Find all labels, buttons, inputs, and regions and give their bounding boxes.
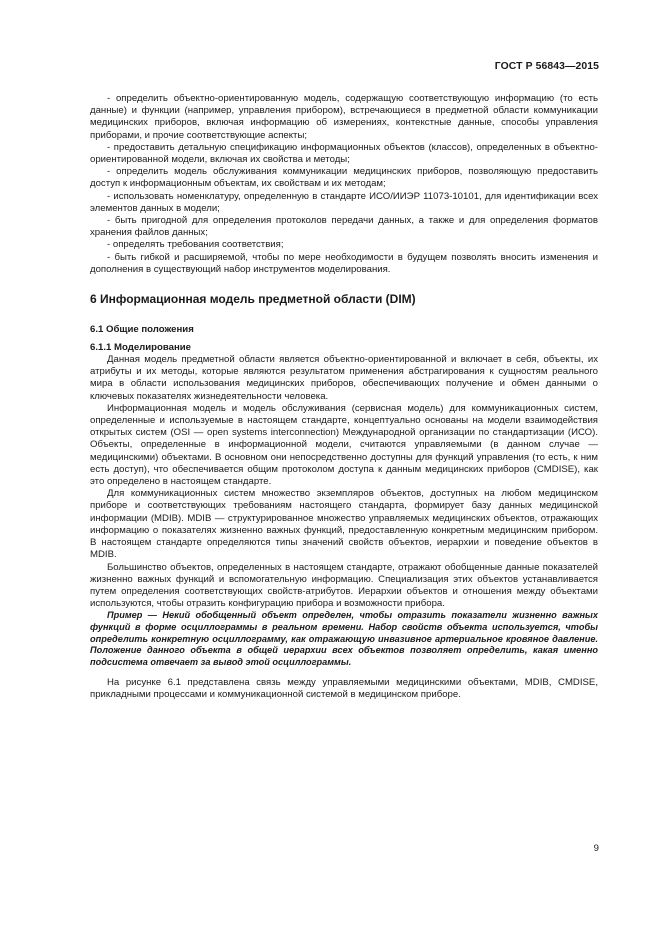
page-header: ГОСТ Р 56843—2015 bbox=[494, 61, 599, 72]
page-number: 9 bbox=[593, 843, 599, 854]
subsection-heading: 6.1 Общие положения bbox=[90, 324, 194, 336]
example-note: Пример — Некий обобщенный объект определен, чтобы отразить показатели жизненно важных функций в форме осциллограммы в реальном времени. Набор свойств объекта используется, чтобы определить конкретную осциллограмму, как отражающую инвазивное артериальное кровяное давление. Положение данного объекта в общей иерархии всех объектов позволяет определить, какая именно подсистема отвечает за вывод этой осциллограммы. bbox=[90, 610, 598, 667]
body-paragraph: Информационная модель и модель обслуживания (сервисная модель) для коммуникационных систем, определенные и используемые в настоящем стандарте, концептуально основаны на модели взаимодействия открытых систем (OSI — open systems interconnection) Международной организации по стандартизации (ИСО). Объекты, определенные в информационной модели, считаются управляемыми (в данном случае — медицинскими) объектами. В основном они непосредственно доступны для функций управления (то есть, к ним есть доступ), что обеспечивается общим протоколом доступа к данным медицинских приборов (CMDISE), как это определено в настоящем стандарте. bbox=[90, 402, 598, 488]
body-paragraph: Большинство объектов, определенных в настоящем стандарте, отражают обобщенные данные показателей жизненно важных функций и вспомогательную информацию. Специализация этих объектов устанавливается путем определения соответствующих свойств-атрибутов. Иерархии объектов и отношения между объектами используются, чтобы отразить конфигурацию прибора и возможности прибора. bbox=[90, 561, 598, 610]
closing-paragraph: На рисунке 6.1 представлена связь между управляемыми медицинскими объектами, MDIB, CMDISE, прикладными процессами и коммуникационной системой в медицинском приборе. bbox=[90, 677, 598, 701]
subsubsection-heading: 6.1.1 Моделирование bbox=[90, 342, 192, 354]
list-item: - определить модель обслуживания коммуникации медицинских приборов, позволяющую предоставить доступ к информационным объектам, их свойствам и их методам; bbox=[90, 166, 598, 190]
list-item: - предоставить детальную спецификацию информационных объектов (классов), определенных в объектно-ориентированной модели, включая их свойства и методы; bbox=[90, 141, 598, 166]
document-body bbox=[90, 93, 598, 702]
list-item: - определять требования соответствия; bbox=[107, 239, 284, 251]
body-paragraph: Данная модель предметной области является объектно-ориентированной и включает в себя, объекты, их атрибуты и их методы, которые являются результатом применения абстрагирования к сущностям реального мира в области использования медицинских приборов, обеспечивающих получение и обмен данными о ключевых показателях жизнедеятельности человека. bbox=[90, 354, 598, 402]
section-heading: 6 Информационная модель предметной области (DIM) bbox=[90, 292, 416, 307]
body-paragraph: Для коммуникационных систем множество экземпляров объектов, доступных на любом медицинском приборе и соответствующих требованиям настоящего стандарта, формирует базу данных медицинской информации (MDIB). MDIB — структурированное множество управляемых медицинских объектов, отражающих информацию о показателях жизненно важных функций, предоставленную конкретным медицинским прибором. В настоящем стандарте определяются типы значений свойств объектов, иерархии и поведение объектов в MDIB. bbox=[90, 488, 598, 561]
list-item: - использовать номенклатуру, определенную в стандарте ИСО/ИИЭР 11073-10101, для идентификации всех элементов данных в модели; bbox=[90, 190, 598, 214]
list-item: - определить объектно-ориентированную модель, содержащую соответствующую информацию (то есть данные) и функции (например, управления прибором), встречающиеся в предметной области коммуникации медицинских приборов, включая информацию об измерениях, контекстные данные, способы управления приборами, и прочие соответствующие аспекты; bbox=[90, 93, 598, 141]
list-item: - быть гибкой и расширяемой, чтобы по мере необходимости в будущем позволять вносить изменения и дополнения в существующий набор инструментов моделирования. bbox=[90, 251, 598, 275]
list-item: - быть пригодной для определения протоколов передачи данных, а также и для определения форматов хранения файлов данных; bbox=[90, 215, 598, 239]
